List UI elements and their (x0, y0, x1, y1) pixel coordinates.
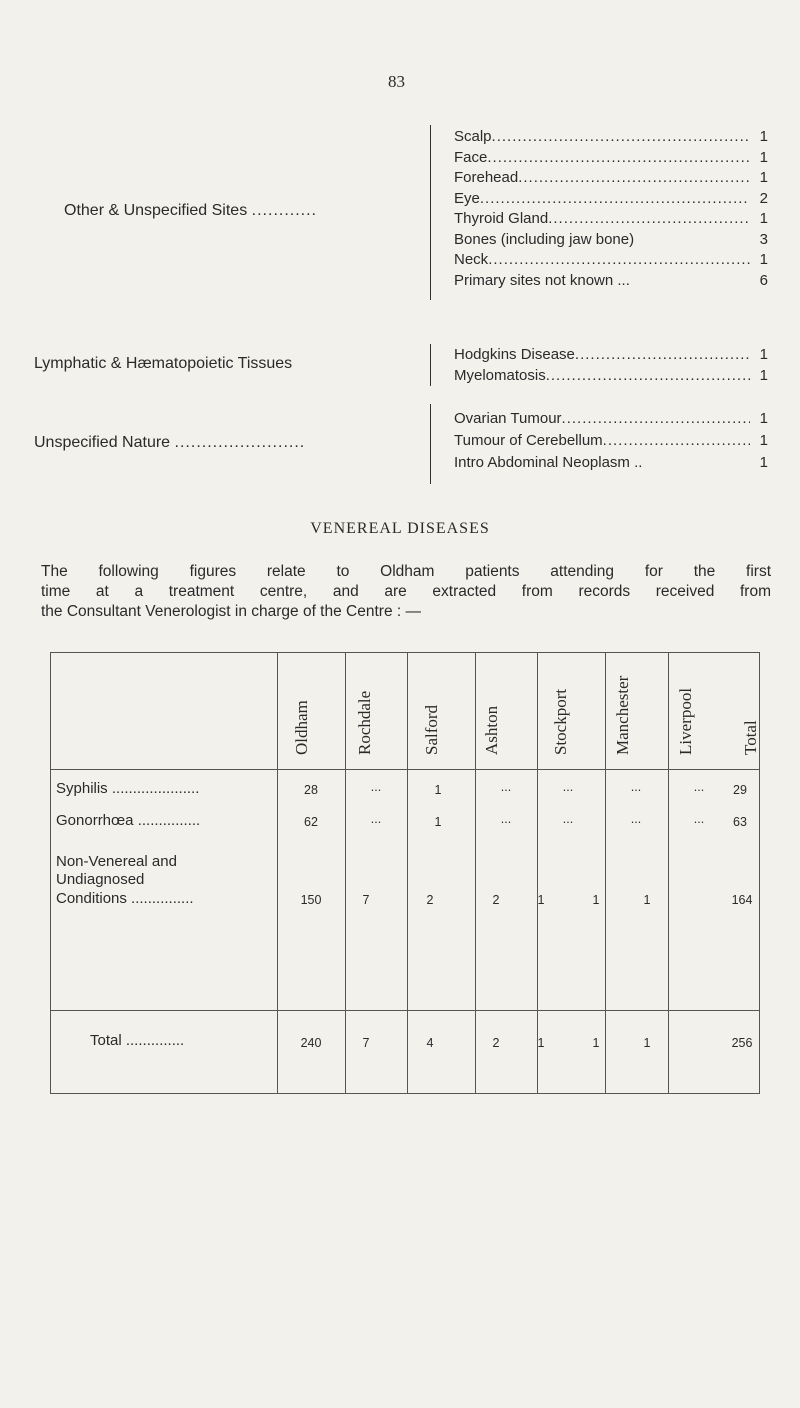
table-cell: ... (500, 780, 512, 794)
group-items-other-unspecified (454, 127, 768, 291)
item-name: Eye (454, 189, 480, 207)
table-cell: 1 (643, 893, 651, 907)
intro-line: the Consultant Venerologist in charge of the Centre : — (41, 603, 421, 620)
table-cell: 7 (362, 893, 370, 907)
table-bottom-rule (50, 1093, 760, 1094)
list-item (454, 407, 768, 429)
total-cell: 4 (426, 1036, 434, 1050)
col-rule (537, 652, 538, 1094)
section-heading: VENEREAL DISEASES (310, 520, 490, 537)
item-count: 1 (759, 346, 768, 363)
group-brace (430, 344, 431, 386)
group-label-text: Lymphatic & Hæmatopoietic Tissues (34, 355, 293, 372)
col-header-total: Total (741, 720, 760, 755)
intro-line: The following figures relate to Oldham patients attending for the first (41, 563, 771, 580)
table-cell: 28 (304, 783, 318, 797)
col-header-ashton: Ashton (482, 705, 501, 755)
list-item (454, 148, 768, 169)
group-brace (430, 404, 431, 484)
total-cell: 256 (731, 1036, 753, 1050)
total-cell: 1 (643, 1036, 651, 1050)
table-cell: ... (370, 780, 382, 794)
table-cell: 150 (300, 893, 322, 907)
total-cell: 1 (592, 1036, 600, 1050)
list-item (454, 366, 768, 387)
table-header-rule (50, 769, 760, 770)
table-cell: ... (630, 780, 642, 794)
item-count: 1 (759, 409, 768, 427)
table-cell: 62 (304, 815, 318, 829)
list-item (454, 230, 768, 251)
table-cell: 2 (426, 893, 434, 907)
item-name: Intro Abdominal Neoplasm .. (454, 453, 643, 471)
col-header-rochdale: Rochdale (355, 690, 374, 755)
table-cell: 29 (733, 783, 747, 797)
table-cell: ... (693, 812, 705, 826)
table-cell: ... (693, 780, 705, 794)
table-cell: 164 (731, 893, 753, 907)
item-count: 1 (759, 169, 768, 186)
list-item (454, 168, 768, 189)
table-left-rule (50, 652, 51, 1094)
item-count: 1 (759, 453, 768, 471)
col-header-salford: Salford (422, 704, 441, 755)
group-brace (430, 125, 431, 300)
item-name: Face (454, 148, 488, 166)
item-count: 2 (759, 189, 768, 207)
item-name: Forehead (454, 169, 519, 186)
row-label-conditions: Conditions ............... (56, 890, 194, 907)
item-name: Hodgkins Disease (454, 346, 575, 363)
table-cell: ... (562, 812, 574, 826)
group-items-lymphatic (454, 345, 768, 386)
list-item (454, 429, 768, 451)
col-header-liverpool: Liverpool (676, 687, 695, 755)
group-items-unspecified-nature (454, 407, 768, 473)
page-number: 83 (388, 72, 405, 91)
item-name: Thyroid Gland (454, 210, 549, 227)
col-rule (475, 652, 476, 1094)
group-label-unspecified-nature (34, 434, 305, 452)
table-cell: ... (630, 812, 642, 826)
row-label-syphilis: Syphilis ..................... (56, 780, 200, 797)
col-header-manchester: Manchester (613, 675, 632, 755)
intro-paragraph (41, 562, 771, 622)
item-count: 1 (759, 128, 768, 145)
table-cell: 2 (492, 893, 500, 907)
item-count: 1 (759, 431, 768, 449)
total-cell: 240 (300, 1036, 322, 1050)
total-cell: 2 (492, 1036, 500, 1050)
table-cell: ... (500, 812, 512, 826)
table-cell: ... (370, 812, 382, 826)
item-name: Neck (454, 251, 489, 268)
item-count: 1 (759, 366, 768, 384)
total-cell: 1 (537, 1036, 545, 1050)
list-item (454, 271, 768, 292)
table-top-rule (50, 652, 760, 653)
item-count: 3 (759, 230, 768, 248)
row-label-gonorrhoea: Gonorrhœa ............... (56, 812, 201, 829)
item-name: Scalp (454, 128, 492, 145)
item-count: 1 (759, 251, 768, 268)
col-rule (407, 652, 408, 1094)
table-total-rule (50, 1010, 760, 1011)
list-item (454, 189, 768, 210)
item-name: Primary sites not known ... (454, 271, 630, 289)
row-label-non-venereal: Non-Venereal and (56, 853, 177, 870)
list-item (454, 345, 768, 366)
col-header-oldham: Oldham (292, 700, 311, 755)
group-label-text: Other & Unspecified Sites (64, 202, 248, 219)
table-cell: 1 (434, 783, 442, 797)
row-label-total: Total .............. (90, 1032, 185, 1049)
item-count: 6 (759, 271, 768, 289)
row-label-undiagnosed: Undiagnosed (56, 871, 145, 888)
item-name: Bones (including jaw bone) (454, 230, 635, 248)
col-header-stockport: Stockport (551, 688, 570, 755)
col-rule (668, 652, 669, 1094)
item-name: Tumour of Cerebellum (454, 431, 603, 449)
group-label-dots: ........................ (174, 434, 306, 451)
table-cell: 1 (537, 893, 545, 907)
table-cell: 63 (733, 815, 747, 829)
list-item (454, 250, 768, 271)
table-cell: 1 (434, 815, 442, 829)
list-item (454, 127, 768, 148)
item-name: Ovarian Tumour (454, 409, 562, 427)
item-name: Myelomatosis (454, 366, 546, 384)
list-item (454, 209, 768, 230)
list-item (454, 451, 768, 473)
table-cell: ... (562, 780, 574, 794)
col-rule (605, 652, 606, 1094)
col-rule (345, 652, 346, 1094)
total-cell: 7 (362, 1036, 370, 1050)
group-label-text: Unspecified Nature (34, 434, 171, 451)
group-label-other-unspecified (64, 202, 317, 220)
col-rule (277, 652, 278, 1094)
item-count: 1 (759, 148, 768, 166)
intro-line: time at a treatment centre, and are extracted from records received from (41, 583, 771, 600)
table-cell: 1 (592, 893, 600, 907)
venereal-table (50, 652, 760, 1094)
item-count: 1 (759, 210, 768, 227)
group-label-lymphatic (34, 355, 292, 373)
group-label-dots: ............ (251, 202, 317, 219)
table-right-rule (759, 652, 760, 1094)
